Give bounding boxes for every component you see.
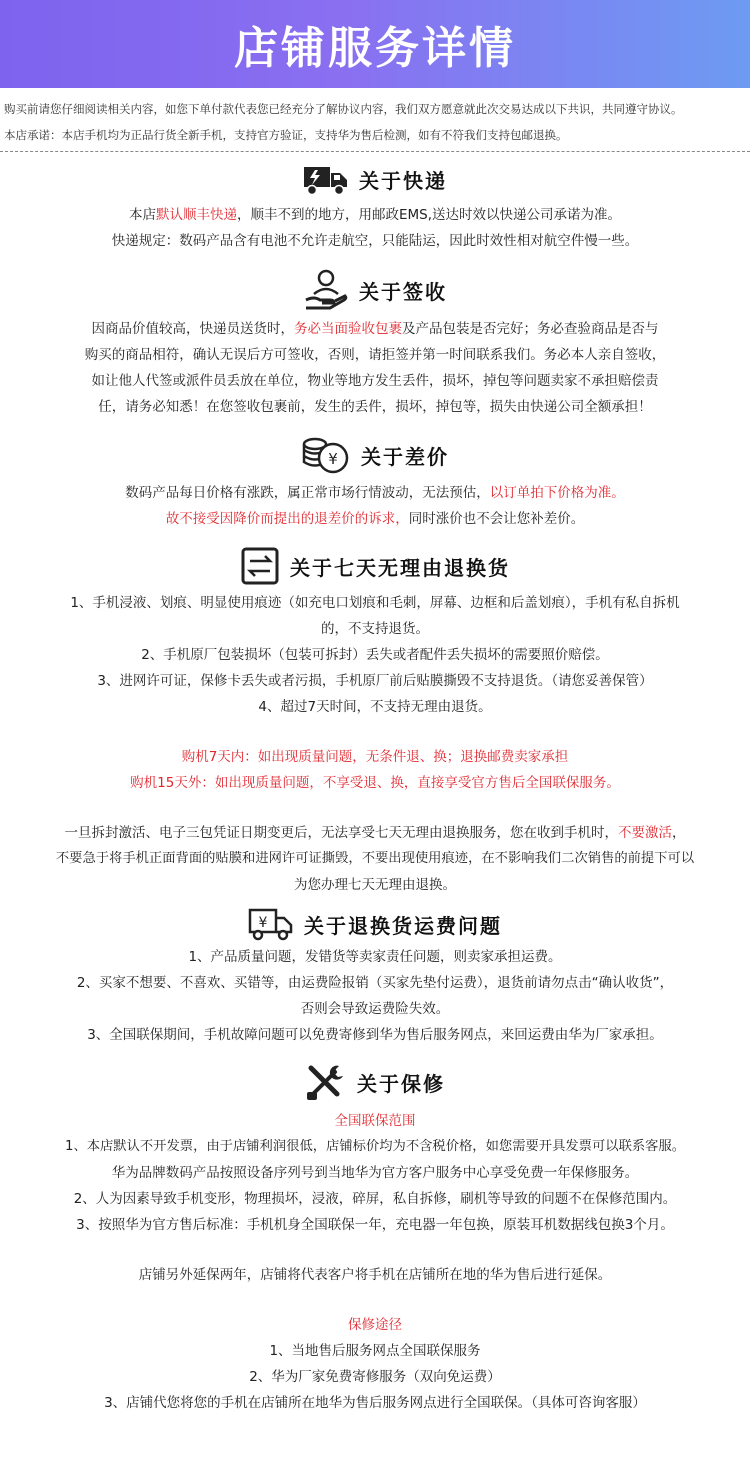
freight-section (0, 906, 750, 1048)
warranty-heading (0, 1062, 750, 1102)
warranty-rule-1-cont: 华为品牌数码产品按照设备序列号到当地华为官方客户服务中心享受免费一年保修服务。 (111, 1165, 639, 1181)
warranty-rule-3: 3、按照华为官方售后标准：手机机身全国联保一年，充电器一年包换，原装耳机数据线包换3个月。 (76, 1217, 674, 1233)
freight-rule-2: 2、买家不想要、不喜欢、买错等，由运费险报销（买家先垫付运费），退货前请勿点击“确认收货”， (76, 975, 674, 991)
signing-line-2: 购买的商品相符，确认无误后方可签收，否则，请拒签并第一时间联系我们。务必本人亲自签收， (84, 347, 666, 363)
divider (0, 151, 750, 152)
express-line-2: 快递规定：数码产品含有电池不允许走航空，只能陆运，因此时效性相对航空件慢一些。 (111, 233, 639, 249)
yen-truck-icon (248, 906, 294, 942)
returns-section (0, 546, 750, 898)
price-section (0, 434, 750, 532)
returns-rule-2: 2、手机原厂包装损坏（包装可拆封）丢失或者配件丢失损坏的需要照价赔偿。 (141, 647, 609, 663)
warranty-channels-subtitle: 保修途径 (348, 1317, 402, 1333)
warranty-channel-1: 1、当地售后服务网点全国联保服务 (269, 1343, 481, 1359)
warranty-channel-2: 2、华为厂家免费寄修服务（双向免运费） (249, 1369, 501, 1385)
signing-line-3: 如让他人代签或派件员丢放在单位，物业等地方发生丢件，损坏，掉包等问题卖家不承担赔偿责 (91, 373, 659, 389)
signing-line-1: 因商品价值较高，快递员送货时，务必当面验收包裹及产品包装是否完好；务必查验商品是否与 (91, 321, 659, 337)
warranty-section (0, 1062, 750, 1416)
warranty-rule-1: 1、本店默认不开发票，由于店铺利润很低，店铺标价均为不含税价格，如您需要开具发票可以联系客服。 (64, 1139, 686, 1154)
returns-rule-1-cont: 的，不支持退货。 (321, 621, 429, 637)
return-box-icon (240, 546, 280, 586)
signing-line-4: 任，请务必知悉！在您签收包裹前，发生的丢件，损坏，掉包等，损失由快递公司全额承担！ (98, 399, 652, 415)
page-title: 店铺服务详情 (234, 23, 516, 74)
coins-yen-icon (301, 434, 351, 476)
express-title: 关于快递 (359, 168, 447, 193)
warranty-channel-3: 3、店铺代您将您的手机在店铺所在地华为售后服务网点进行全国联保。（具体可咨询客服） (104, 1395, 646, 1411)
returns-heading (0, 546, 750, 586)
warranty-extension: 店铺另外延保两年，店铺将代表客户将手机在店铺所在地的华为售后进行延保。 (138, 1267, 612, 1283)
returns-7day-note: 购机7天内：如出现质量问题，无条件退、换；退换邮费卖家承担 (181, 749, 569, 765)
intro-block (0, 88, 750, 148)
express-heading (0, 162, 750, 196)
signing-title: 关于签收 (359, 279, 447, 304)
intro-promise: 本店承诺：本店手机均为正品行货全新手机，支持官方验证，支持华为售后检测，如有不符我们支持包邮退换。 (4, 128, 568, 142)
express-line-1: 本店默认顺丰快递，顺丰不到的地方，用邮政EMS,送达时效以快递公司承诺为准。 (128, 207, 622, 223)
warranty-rule-2: 2、人为因素导致手机变形，物理损坏，浸液，碎屏，私自拆修，刷机等导致的问题不在保修范围内。 (73, 1191, 677, 1207)
signing-heading (0, 268, 750, 312)
freight-rule-3: 3、全国联保期间，手机故障问题可以免费寄修到华为售后服务网点，来回运费由华为厂家承担。 (87, 1027, 663, 1043)
returns-rule-4: 4、超过7天时间，不支持无理由退货。 (258, 699, 492, 715)
freight-rule-1: 1、产品质量问题，发错货等卖家责任问题，则卖家承担运费。 (188, 949, 562, 965)
price-line-1: 数码产品每日价格有涨跌，属正常市场行情波动，无法预估，以订单拍下价格为准。 (125, 485, 625, 501)
returns-15day-note: 购机15天外：如出现质量问题，不享受退、换，直接享受官方售后全国联保服务。 (130, 775, 620, 791)
returns-rule-1: 1、手机浸液、划痕、明显使用痕迹（如充电口划痕和毛刺，屏幕、边框和后盖划痕），手机有私自拆机 (70, 595, 680, 611)
price-title: 关于差价 (361, 444, 449, 469)
activation-note-3: 为您办理七天无理由退换。 (294, 877, 456, 893)
svg-text:¥: ¥ (328, 450, 338, 468)
freight-title: 关于退换货运费问题 (304, 913, 502, 938)
delivery-truck-icon (303, 162, 349, 196)
hand-user-icon (303, 268, 349, 312)
warranty-title: 关于保修 (357, 1071, 445, 1096)
price-heading (0, 434, 750, 476)
activation-note-2: 不要急于将手机正面背面的贴膜和进网许可证撕毁，不要出现使用痕迹，在不影响我们二次销售的前提下可以 (55, 851, 695, 866)
intro-notice: 购买前请您仔细阅读相关内容，如您下单付款代表您已经充分了解协议内容，我们双方愿意就此次交易达成以下共识，共同遵守协议。 (4, 102, 683, 116)
price-line-2: 故不接受因降价而提出的退差价的诉求，同时涨价也不会让您补差价。 (165, 511, 585, 527)
freight-rule-2-cont: 否则会导致运费险失效。 (300, 1001, 450, 1017)
tools-icon (305, 1062, 347, 1102)
express-section (0, 162, 750, 254)
svg-text:¥: ¥ (258, 915, 268, 931)
activation-note-1: 一旦拆封激活、电子三包凭证日期变更后，无法享受七天无理由退换服务，您在收到手机时，不要激活， (64, 825, 686, 841)
returns-rule-3: 3、进网许可证，保修卡丢失或者污损，手机原厂前后贴膜撕毁不支持退货。（请您妥善保管） (97, 673, 653, 689)
warranty-scope-subtitle: 全国联保范围 (334, 1113, 416, 1129)
returns-title: 关于七天无理由退换货 (290, 555, 510, 580)
freight-heading (0, 906, 750, 942)
page-header (0, 0, 750, 88)
signing-section (0, 268, 750, 420)
